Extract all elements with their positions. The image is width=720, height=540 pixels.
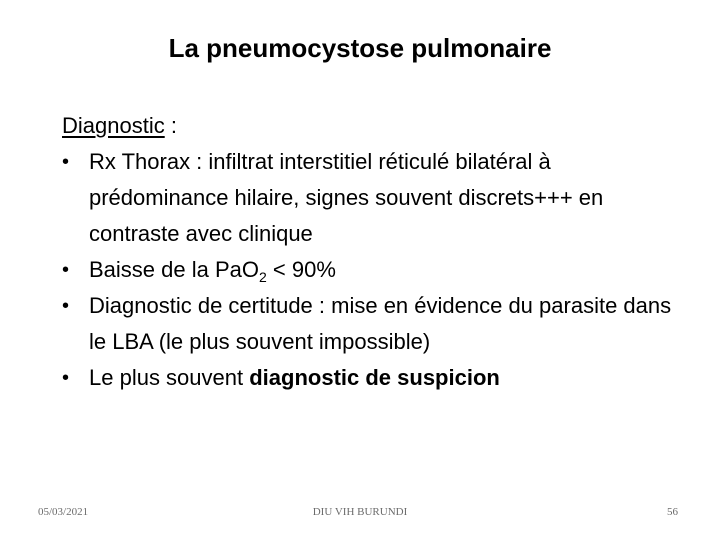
bullet-icon: • bbox=[62, 259, 70, 281]
section-heading-word: Diagnostic bbox=[62, 113, 165, 138]
bullet-item-suspicion bbox=[62, 360, 672, 396]
bullet-text: Rx Thorax : infiltrat interstitiel réticulé bilatéral à prédominance hilaire, signes souvent discrets+++ en contraste avec clinique bbox=[89, 149, 604, 246]
slide-title: La pneumocystose pulmonaire bbox=[168, 33, 552, 63]
slide-content bbox=[62, 108, 672, 396]
bullet-list bbox=[62, 144, 672, 396]
bullet-icon: • bbox=[62, 295, 70, 317]
section-heading bbox=[62, 108, 672, 144]
bullet-text-before: Baisse de la PaO bbox=[89, 257, 259, 282]
subscript: 2 bbox=[258, 269, 267, 285]
bullet-text-before: Le plus souvent bbox=[89, 365, 250, 390]
bullet-text: Diagnostic de certitude : mise en évidence du parasite dans le LBA (le plus souvent impossible) bbox=[89, 293, 672, 354]
footer-title: DIU VIH BURUNDI bbox=[312, 506, 408, 518]
bullet-icon: • bbox=[62, 151, 70, 173]
footer-date: 05/03/2021 bbox=[38, 506, 89, 518]
bullet-item-rx-thorax bbox=[62, 144, 672, 252]
bullet-text-after: < 90% bbox=[266, 257, 336, 282]
bullet-item-pao2 bbox=[62, 252, 672, 288]
bullet-text-bold: diagnostic de suspicion bbox=[249, 365, 500, 390]
bullet-icon: • bbox=[62, 367, 70, 389]
section-heading-suffix: : bbox=[164, 113, 177, 138]
footer-page-number: 56 bbox=[667, 506, 678, 518]
bullet-item-certitude bbox=[62, 288, 672, 360]
